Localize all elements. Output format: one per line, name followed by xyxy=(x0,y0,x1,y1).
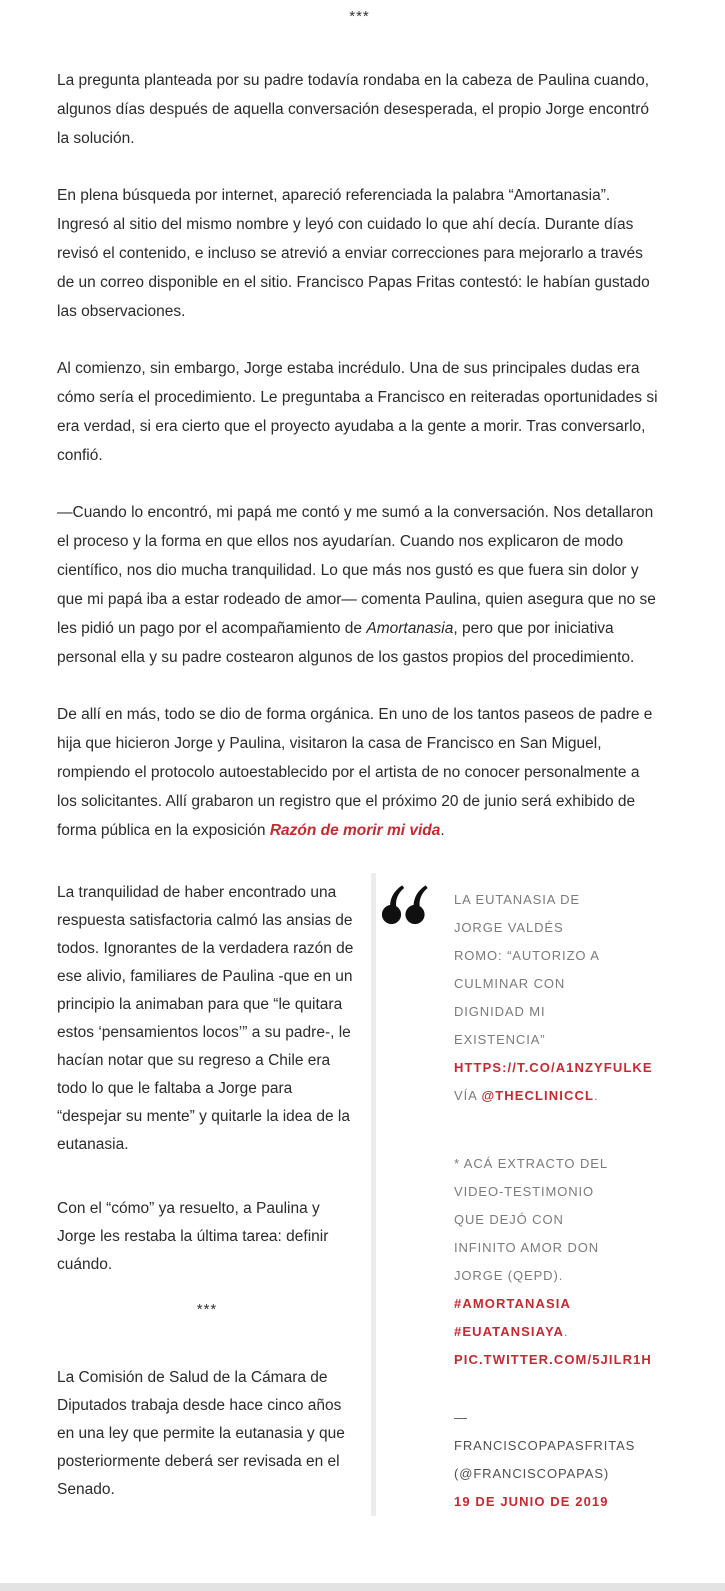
tweet-line xyxy=(454,1290,662,1318)
section-separator-top: *** xyxy=(349,8,370,25)
exposition-link[interactable]: Razón de morir mi vida xyxy=(269,822,441,839)
paragraph-1: La pregunta planteada por su padre todavía rondaba en la cabeza de Paulina cuando, algunos días después de aquella conversación desesperada, el propio Jorge encontró la solución. xyxy=(57,72,650,147)
tweet-line: ROMO: “AUTORIZO A xyxy=(454,948,600,963)
tweet-line xyxy=(454,1318,662,1346)
paragraph-5 xyxy=(57,700,662,845)
via-period: . xyxy=(594,1088,599,1103)
tweet-line xyxy=(454,1346,662,1374)
opening-quotes-icon xyxy=(382,885,428,925)
left-paragraph-2: Con el “cómo” ya resuelto, a Paulina y Jorge les restaba la última tarea: definir cuándo. xyxy=(57,1200,329,1273)
paragraph-5-text: De allí en más, todo se dio de forma orgánica. En uno de los tantos paseos de padre e hija que hicieron Jorge y Paulina, visitaron la casa de Francisco en San Miguel, rompiendo el protocolo autoestablecido por el artista de no conocer personalmente a los solicitantes. Allí grabaron un registro que el próximo 20 de junio será exhibido de forma pública en la exposición xyxy=(57,706,653,839)
next-section-edge xyxy=(0,1583,725,1591)
tco-link[interactable]: HTTPS://T.CO/A1NZYFULKE xyxy=(454,1060,653,1075)
attribution-name: FRANCISCOPAPASFRITAS xyxy=(454,1438,636,1453)
attribution-handle: (@FRANCISCOPAPAS) xyxy=(454,1466,610,1481)
hashtag-period: . xyxy=(564,1324,569,1339)
paragraph-4-text-end: , pero que por iniciativa personal ella y su padre costearon algunos de los gastos propios del procedimiento. xyxy=(57,620,635,666)
paragraph-3: Al comienzo, sin embargo, Jorge estaba incrédulo. Una de sus principales dudas era cómo sería el procedimiento. Le preguntaba a Francisco en reiteradas oportunidades si era verdad, si era cierto que el proyecto ayudaba a la gente a morir. Tras conversarlo, confió. xyxy=(57,360,658,464)
pic-twitter-link[interactable]: PIC.TWITTER.COM/5JILR1H xyxy=(454,1352,652,1367)
tweet-line: * ACÁ EXTRACTO DEL xyxy=(454,1156,608,1171)
paragraph-5-text-end: . xyxy=(440,822,445,839)
amortanasia-title: Amortanasia xyxy=(366,620,454,637)
tweet-quote-block xyxy=(371,873,662,1516)
attribution-dash: — xyxy=(454,1410,468,1425)
paragraph-4-text: —Cuando lo encontró, mi papá me contó y me sumó a la conversación. Nos detallaron el proceso y la forma en que ellos nos ayudarían. Cuando nos explicaron de modo científico, nos dio mucha tranquilidad. Lo que más nos gustó es que fuera sin dolor y que mi papá iba a estar rodeado de amor— comenta Paulina, quien asegura que no se les pidió un pago por el acompañamiento de xyxy=(57,504,656,637)
left-paragraph-3: La Comisión de Salud de la Cámara de Diputados trabaja desde hace cinco años en una ley que permite la eutanasia y que posteriormente deberá ser revisada en el Senado. xyxy=(57,1369,345,1498)
tweet-line: JORGE VALDÉS xyxy=(454,920,564,935)
hashtag-amortanasia-link[interactable]: #AMORTANASIA xyxy=(454,1296,571,1311)
tweet-line xyxy=(454,1082,662,1110)
paragraph-4 xyxy=(57,498,662,672)
tweet-date-link[interactable]: 19 DE JUNIO DE 2019 xyxy=(454,1494,609,1509)
tweet-line: EXISTENCIA” xyxy=(454,1032,546,1047)
tweet-line: VIDEO-TESTIMONIO xyxy=(454,1184,595,1199)
tweet-line: INFINITO AMOR DON xyxy=(454,1240,600,1255)
tweet-line: CULMINAR CON xyxy=(454,976,566,991)
tweet-line xyxy=(454,1054,662,1082)
thecliniccl-handle-link[interactable]: @THECLINICCL xyxy=(481,1088,594,1103)
hashtag-euatansiaya-link[interactable]: #EUATANSIAYA xyxy=(454,1324,565,1339)
via-label: VÍA xyxy=(454,1088,482,1103)
left-paragraph-1: La tranquilidad de haber encontrado una respuesta satisfactoria calmó las ansias de todos. Ignorantes de la verdadera razón de ese alivio, familiares de Paulina -que en un principio la animaban para que “le quitara estos ‘pensamientos locos’” a su padre-, le hacían notar que su regreso a Chile era todo lo que le faltaba a Jorge para “despejar su mente” y quitarle la idea de la eutanasia. xyxy=(57,884,354,1153)
two-column-section xyxy=(57,873,662,1516)
left-text-column xyxy=(57,873,357,1516)
tweet-text-2 xyxy=(454,1150,662,1374)
paragraph-2: En plena búsqueda por internet, apareció referenciada la palabra “Amortanasia”. Ingresó al sitio del mismo nombre y leyó con cuidado lo que ahí decía. Durante días revisó el contenido, e incluso se atrevió a enviar correcciones para mejorarlo a través de un correo disponible en el sitio. Francisco Papas Fritas contestó: le habían gustado las observaciones. xyxy=(57,187,650,320)
tweet-line: DIGNIDAD MI xyxy=(454,1004,546,1019)
tweet-attribution xyxy=(454,1404,662,1516)
tweet-line: JORGE (QEPD). xyxy=(454,1268,564,1283)
section-separator-mid: *** xyxy=(196,1301,218,1318)
tweet-line: QUE DEJÓ CON xyxy=(454,1212,564,1227)
tweet-line xyxy=(454,1488,662,1516)
tweet-line: LA EUTANASIA DE xyxy=(454,892,580,907)
tweet-text-1 xyxy=(454,886,662,1110)
